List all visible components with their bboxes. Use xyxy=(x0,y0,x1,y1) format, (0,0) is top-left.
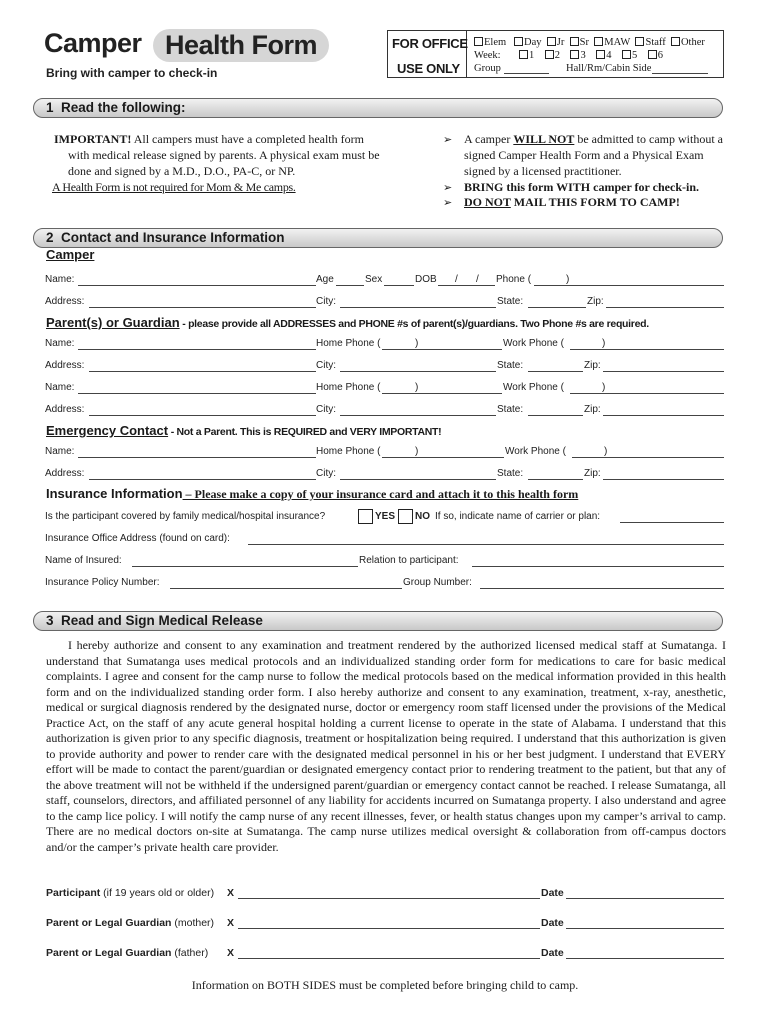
emergency-city-label: City: xyxy=(316,468,336,479)
insurance-no-label: NO xyxy=(415,511,430,522)
footer-note: Information on BOTH SIDES must be completed before bringing child to camp. xyxy=(191,978,579,992)
form-subtitle: Bring with camper to check-in xyxy=(46,66,218,80)
insurance-covered-question: Is the participant covered by family medical/hospital insurance? xyxy=(45,511,326,522)
checkbox-icon[interactable] xyxy=(547,37,556,46)
office-check-staff[interactable]: Staff xyxy=(635,37,665,48)
checkbox-icon[interactable] xyxy=(622,50,631,59)
office-use-label-line1: FOR OFFICE xyxy=(392,36,468,51)
group-number-field[interactable] xyxy=(480,588,724,589)
sig-participant-date-label: Date xyxy=(541,887,564,899)
parent1-work-phone-label: Work Phone ( xyxy=(503,338,564,349)
sig-father-date-field[interactable] xyxy=(566,958,724,959)
office-week-3[interactable]: 3 xyxy=(570,50,585,61)
parent2-zip-label: Zip: xyxy=(584,404,601,415)
camper-sex-field[interactable] xyxy=(384,285,414,286)
parent2-address-field[interactable] xyxy=(89,415,316,416)
insurance-office-address-field[interactable] xyxy=(248,544,724,545)
parent2-name-label: Name: xyxy=(45,382,75,393)
policy-number-label: Insurance Policy Number: xyxy=(45,577,160,588)
sig-father-date-label: Date xyxy=(541,947,564,959)
parent2-city-label: City: xyxy=(316,404,336,415)
paren-close: ) xyxy=(415,446,419,457)
emergency-home-phone-label: Home Phone ( xyxy=(316,446,381,457)
office-check-other[interactable]: Other xyxy=(671,37,705,48)
emergency-work-phone-label: Work Phone ( xyxy=(505,446,566,457)
parent2-home-phone-field[interactable] xyxy=(382,393,502,394)
parent1-work-phone-field[interactable] xyxy=(570,349,724,350)
office-check-maw[interactable]: MAW xyxy=(594,37,630,48)
parent2-name-field[interactable] xyxy=(78,393,316,394)
section3-title: 3 Read and Sign Medical Release xyxy=(46,613,263,628)
insurance-carrier-label: If so, indicate name of carrier or plan: xyxy=(435,511,601,522)
group-number-label: Group Number: xyxy=(403,577,472,588)
emergency-home-phone-field[interactable] xyxy=(382,457,504,458)
emergency-heading: Emergency Contact - Not a Parent. This is REQUIRED and VERY IMPORTANT! xyxy=(46,423,442,438)
camper-subheading: Camper xyxy=(46,247,95,262)
sig-mother-label: Parent or Legal Guardian (mother) xyxy=(46,917,215,929)
office-hall-label: Hall/Rm/Cabin Side xyxy=(566,63,652,74)
office-check-jr[interactable]: Jr xyxy=(547,37,565,48)
emergency-work-phone-field[interactable] xyxy=(572,457,724,458)
camper-state-label: State: xyxy=(497,296,524,307)
emergency-zip-field[interactable] xyxy=(603,479,724,480)
camper-phone-close: ) xyxy=(566,274,570,285)
important-paragraph: IMPORTANT! All campers must have a completed health form with medical release signed by parents. A physical exam must be done and signed by a M.D., D.O., PA-C, or NP. xyxy=(54,132,380,178)
sig-father-x: X xyxy=(227,947,235,959)
office-check-sr[interactable]: Sr xyxy=(570,37,589,48)
office-week-5[interactable]: 5 xyxy=(622,50,637,61)
checkbox-icon[interactable] xyxy=(648,50,657,59)
office-check-day[interactable]: Day xyxy=(514,37,542,48)
checkbox-icon[interactable] xyxy=(671,37,680,46)
sig-participant-field[interactable] xyxy=(238,898,540,899)
form-title-health-form: Health Form xyxy=(153,29,329,62)
checkbox-icon[interactable] xyxy=(596,50,605,59)
office-hall-field[interactable] xyxy=(652,73,708,74)
arrow-bullet-icon: ➢ xyxy=(443,134,453,146)
insurance-yes-label: YES xyxy=(375,511,396,522)
camper-sex-label: Sex xyxy=(365,274,383,285)
bullet-bring-form: BRING this form WITH camper for check-in. xyxy=(464,180,699,194)
sig-mother-date-field[interactable] xyxy=(566,928,724,929)
parent1-address-label: Address: xyxy=(45,360,85,371)
checkbox-icon[interactable] xyxy=(514,37,523,46)
parent1-home-phone-label: Home Phone ( xyxy=(316,338,381,349)
emergency-address-label: Address: xyxy=(45,468,85,479)
sig-father-field[interactable] xyxy=(238,958,540,959)
parent1-zip-label: Zip: xyxy=(584,360,601,371)
parent2-zip-field[interactable] xyxy=(603,415,724,416)
emergency-city-field[interactable] xyxy=(340,479,496,480)
sig-mother-x: X xyxy=(227,917,235,929)
paren-close: ) xyxy=(415,338,419,349)
parent2-address-label: Address: xyxy=(45,404,85,415)
checkbox-icon[interactable] xyxy=(474,37,483,46)
parent2-work-phone-label: Work Phone ( xyxy=(503,382,564,393)
camper-zip-field[interactable] xyxy=(606,307,724,308)
emergency-zip-label: Zip: xyxy=(584,468,601,479)
office-use-label-line2: USE ONLY xyxy=(397,61,460,76)
camper-state-field[interactable] xyxy=(528,307,586,308)
checkbox-icon[interactable] xyxy=(545,50,554,59)
checkbox-icon[interactable] xyxy=(570,50,579,59)
paren-close: ) xyxy=(415,382,419,393)
office-group-field[interactable] xyxy=(504,73,549,74)
sig-participant-x: X xyxy=(227,887,235,899)
emergency-name-label: Name: xyxy=(45,446,75,457)
paren-close: ) xyxy=(602,382,606,393)
office-week-6[interactable]: 6 xyxy=(648,50,663,61)
camper-city-label: City: xyxy=(316,296,336,307)
sig-participant-label: Participant (if 19 years old or older) xyxy=(46,887,215,899)
insurance-heading: Insurance Information – Please make a copy of your insurance card and attach it to this health form xyxy=(46,486,579,501)
checkbox-icon[interactable] xyxy=(594,37,603,46)
sig-participant-date-field[interactable] xyxy=(566,898,724,899)
insurance-office-address-label: Insurance Office Address (found on card): xyxy=(45,533,230,544)
arrow-bullet-icon: ➢ xyxy=(443,197,453,209)
sig-mother-field[interactable] xyxy=(238,928,540,929)
camper-zip-label: Zip: xyxy=(587,296,604,307)
dob-slash-2: / xyxy=(476,274,479,285)
camper-age-field[interactable] xyxy=(336,285,364,286)
parent1-home-phone-field[interactable] xyxy=(382,349,502,350)
policy-number-field[interactable] xyxy=(170,588,402,589)
bullet-do-not-mail: DO NOT MAIL THIS FORM TO CAMP! xyxy=(464,195,680,209)
parent2-state-field[interactable] xyxy=(528,415,583,416)
insured-name-field[interactable] xyxy=(132,566,358,567)
camper-dob-label: DOB xyxy=(415,274,437,285)
parent1-name-field[interactable] xyxy=(78,349,316,350)
office-group-label: Group xyxy=(474,63,501,74)
office-check-elem[interactable]: Elem xyxy=(474,37,506,48)
emergency-name-field[interactable] xyxy=(78,457,316,458)
parent2-city-field[interactable] xyxy=(340,415,496,416)
parent1-address-field[interactable] xyxy=(89,371,316,372)
camper-name-field[interactable] xyxy=(78,285,316,286)
section1-title: 1 Read the following: xyxy=(46,100,186,115)
parent1-zip-field[interactable] xyxy=(603,371,724,372)
emergency-state-field[interactable] xyxy=(528,479,583,480)
relation-label: Relation to participant: xyxy=(359,555,459,566)
insurance-no-checkbox[interactable] xyxy=(398,509,413,524)
office-program-checks xyxy=(474,37,705,48)
parent1-state-field[interactable] xyxy=(528,371,583,372)
checkbox-icon[interactable] xyxy=(570,37,579,46)
paren-close: ) xyxy=(602,338,606,349)
relation-field[interactable] xyxy=(472,566,724,567)
medical-release-text: I hereby authorize and consent to any examination and treatment rendered by the authorized licensed medical staff at Sumatanga. I understand that Sumatanga uses medical protocols and an individualized standing order form for medications to care for basic medical complaints. I agree and consent for the camp nurse to follow the medical protocols based on the medical information provided in this health form and on the individualized standing order form. I also hereby authorize and consent to any examination, treatment, x-ray, anesthetic, medical or surgical diagnosis rendered by the designated nurse, doctor or emergency room staff licensed under the provisions of the Medical Practice Act, on the staff of any acute general hospital holding a current license to operate in the state of Alabama. I understand that this authorization is given prior to any specific diagnosis, treatment or hospitalization being required. I understand that this authorization is given to provide authority and power to render care with the designated medical personnel in his or her best judgment. I understand that EVERY effort will be made to contact the parent/guardian or designated emergency contact prior to rendering treatment to the patient, but that any of the above treatment will not be withheld if the undersigned parent/guardian or emergency contact cannot be reached. I release Sumatanga, all staff, counselors, directors, and affiliated personnel of any liability for accidents incurred on Sumatanga property. I also understand and agree to the camp lice policy. I will notify the camp nurse of any recent illnesses, fever, or health status changes upon my camper’s arrival to camp. There are no medical doctors on-site at Sumatanga. The camp nurse utilizes medical oversight & collaboration from off-campus doctors and/or the camper’s private health care provider. xyxy=(46,638,726,854)
parent-heading: Parent(s) or Guardian - please provide all ADDRESSES and PHONE #s of parent(s)/guardians. Two Phone #s are required. xyxy=(46,315,649,330)
office-week-4[interactable]: 4 xyxy=(596,50,611,61)
insurance-yes-checkbox[interactable] xyxy=(358,509,373,524)
checkbox-icon[interactable] xyxy=(635,37,644,46)
office-week-1[interactable]: 1 xyxy=(519,50,534,61)
bullet-will-not: A camper WILL NOT be admitted to camp without a signed Camper Health Form and a Physical Exam signed by a licensed practitioner. xyxy=(464,132,723,178)
parent2-home-phone-label: Home Phone ( xyxy=(316,382,381,393)
office-week-2[interactable]: 2 xyxy=(545,50,560,61)
camper-phone-field[interactable] xyxy=(534,285,724,286)
camper-dob-field[interactable] xyxy=(438,285,495,286)
parent2-state-label: State: xyxy=(497,404,524,415)
emergency-state-label: State: xyxy=(497,468,524,479)
parent1-city-label: City: xyxy=(316,360,336,371)
camper-name-label: Name: xyxy=(45,274,75,285)
parent1-city-field[interactable] xyxy=(340,371,496,372)
parent1-name-label: Name: xyxy=(45,338,75,349)
camper-age-label: Age xyxy=(316,274,334,285)
insurance-carrier-field[interactable] xyxy=(620,522,724,523)
paren-close: ) xyxy=(604,446,608,457)
sig-father-label: Parent or Legal Guardian (father) xyxy=(46,947,209,959)
camper-phone-label: Phone ( xyxy=(496,274,532,285)
form-title-camper: Camper xyxy=(44,28,142,58)
camper-address-field[interactable] xyxy=(89,307,316,308)
section2-title: 2 Contact and Insurance Information xyxy=(46,230,285,245)
arrow-bullet-icon: ➢ xyxy=(443,182,453,194)
dob-slash-1: / xyxy=(455,274,458,285)
emergency-address-field[interactable] xyxy=(89,479,316,480)
insured-name-label: Name of Insured: xyxy=(45,555,122,566)
parent2-work-phone-field[interactable] xyxy=(570,393,724,394)
office-week-row: Week: 1 2 3 4 5 6 xyxy=(474,50,663,61)
checkbox-icon[interactable] xyxy=(519,50,528,59)
camper-address-label: Address: xyxy=(45,296,85,307)
mom-me-note: A Health Form is not required for Mom & Me camps. xyxy=(52,180,296,194)
camper-city-field[interactable] xyxy=(340,307,496,308)
sig-mother-date-label: Date xyxy=(541,917,564,929)
parent1-state-label: State: xyxy=(497,360,524,371)
